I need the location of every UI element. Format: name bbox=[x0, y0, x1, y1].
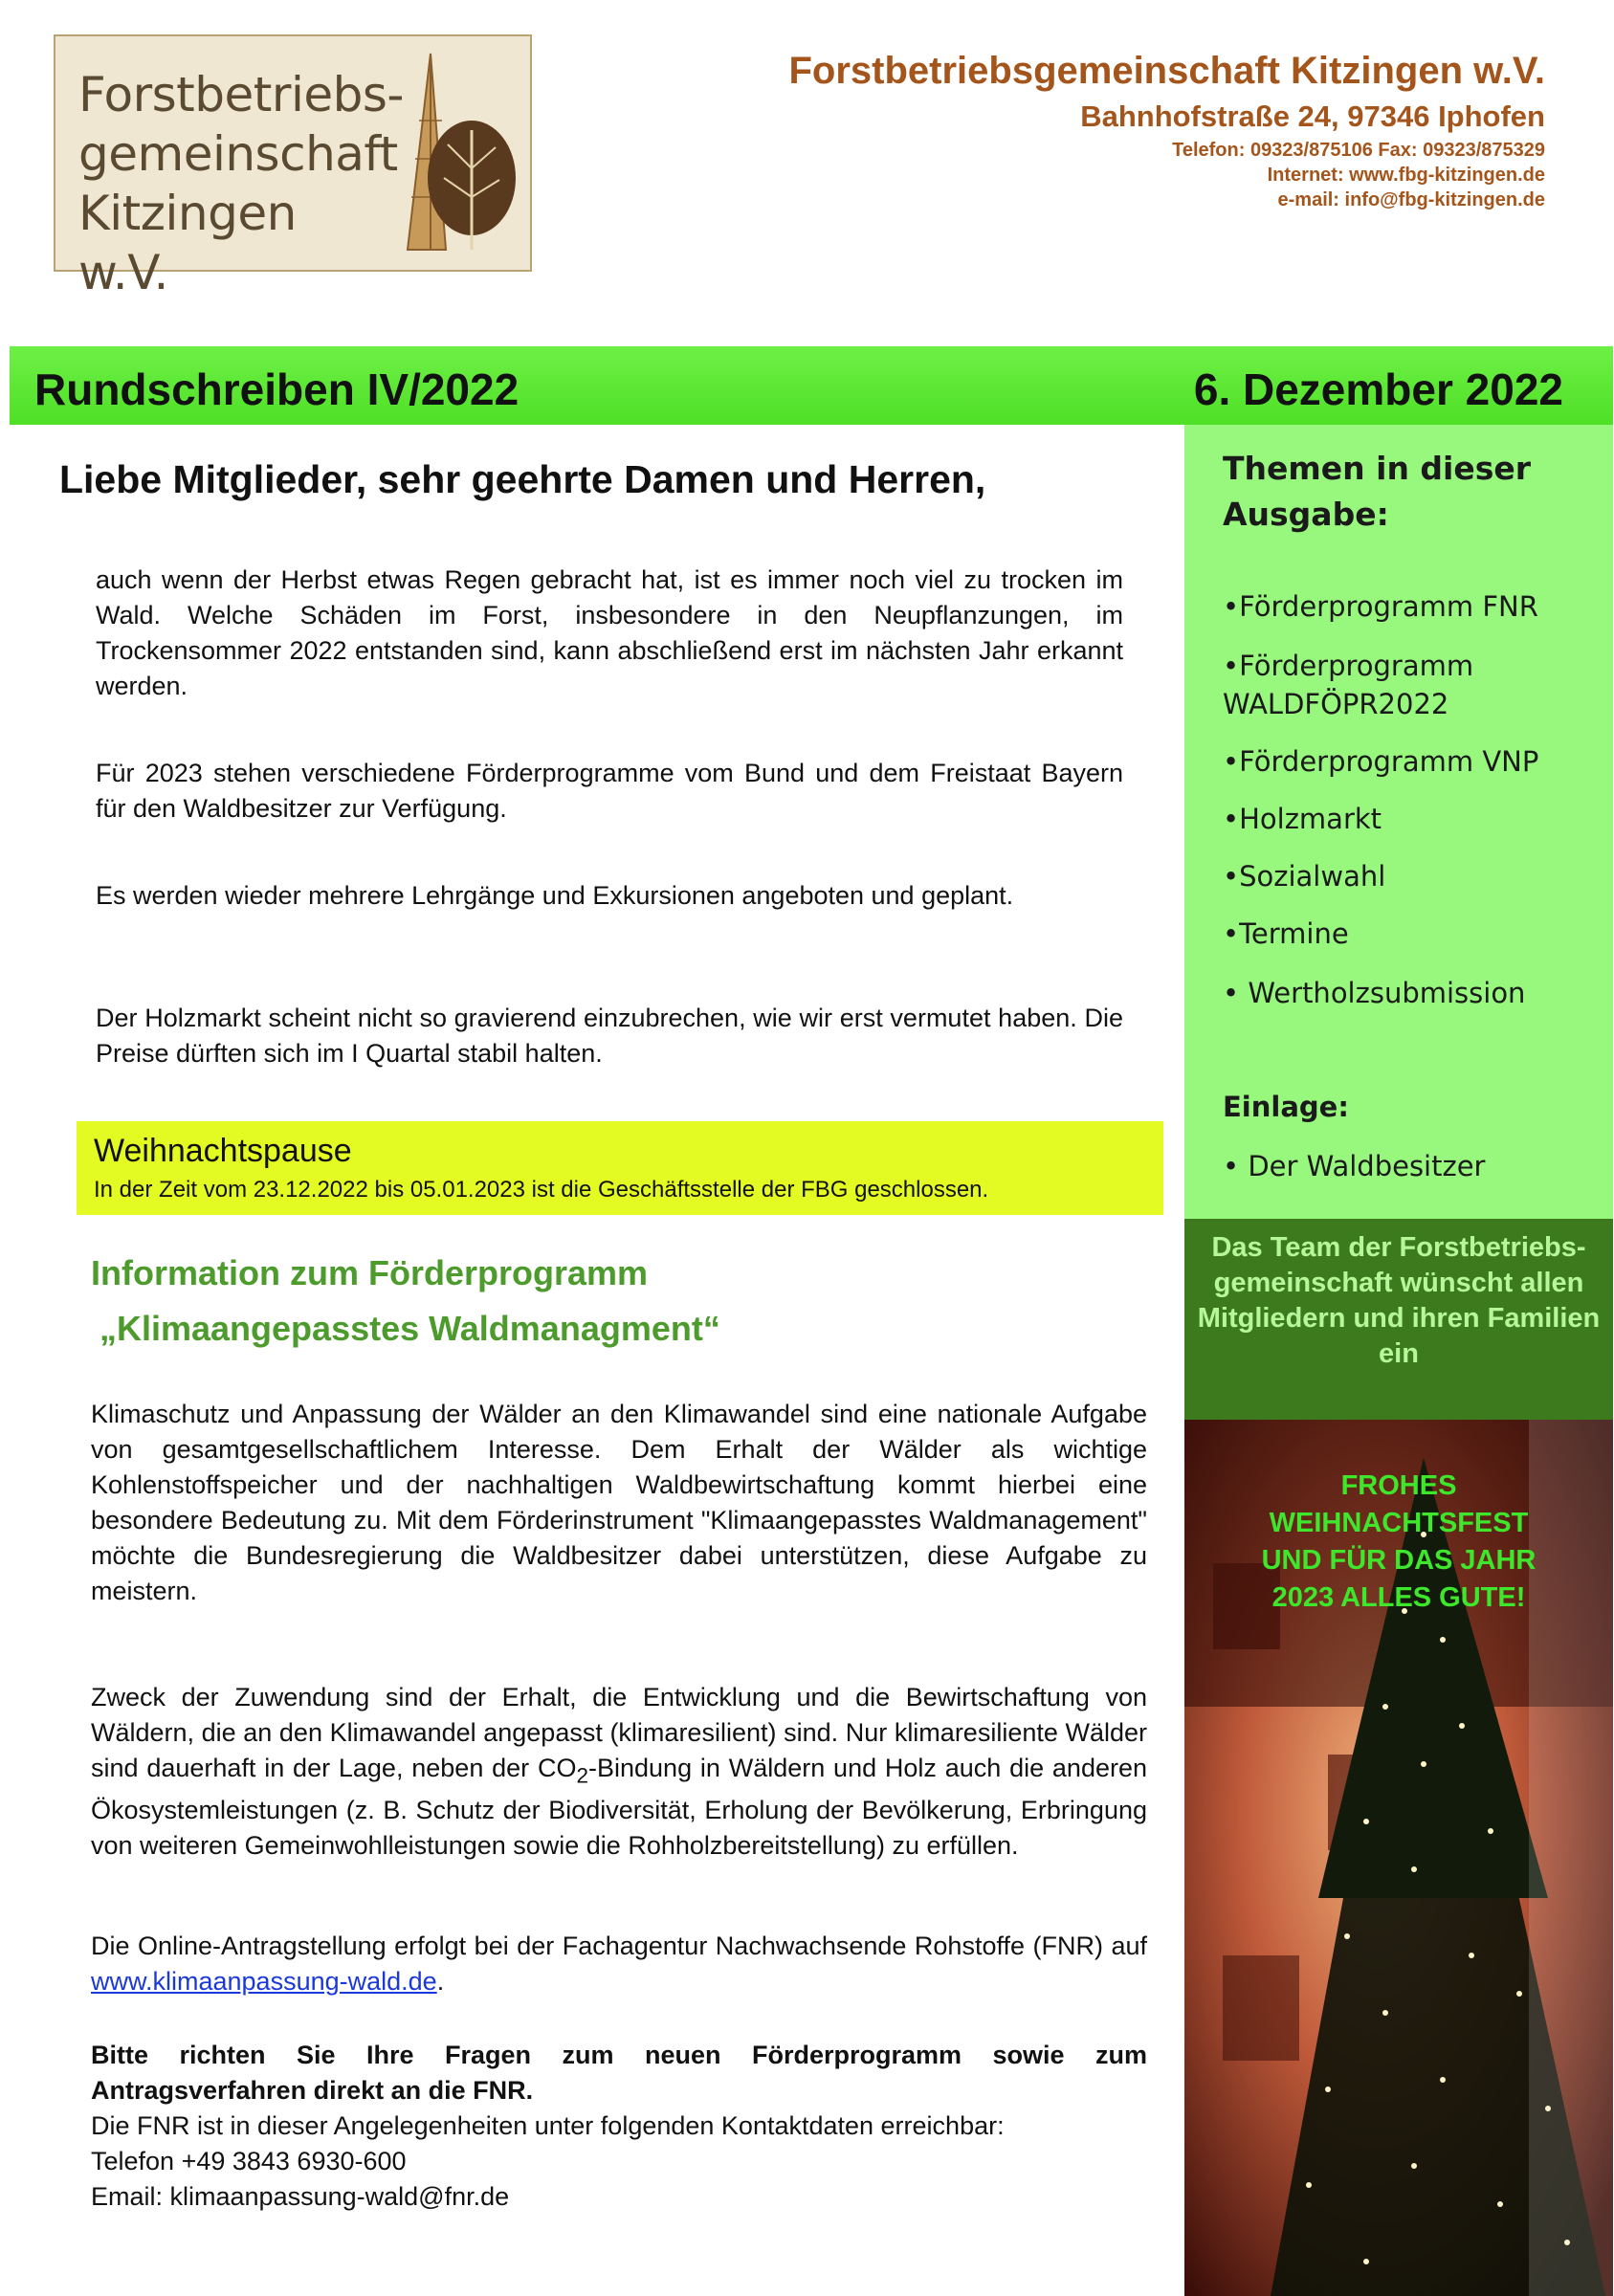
info-paragraph bbox=[91, 1929, 1147, 1999]
christmas-greeting bbox=[1194, 1468, 1603, 1617]
intro-paragraph: Der Holzmarkt scheint nicht so gravierend einzubrechen, wie wir erst vermutet haben. Die Preise dürften sich im I Quartal stabil halten. bbox=[96, 1004, 1123, 1068]
intro-paragraph: Es werden wieder mehrere Lehrgänge und Exkursionen angeboten und geplant. bbox=[96, 881, 1014, 910]
topic-item: •Termine bbox=[1223, 917, 1349, 950]
contact-intro: Die FNR ist in dieser Angelegenheiten unter folgenden Kontaktdaten erreichbar: bbox=[91, 2111, 1005, 2140]
topic-item: •Förderprogramm WALDFÖPR2022 bbox=[1223, 650, 1474, 720]
klimaanpassung-link[interactable]: www.klimaanpassung-wald.de bbox=[91, 1967, 437, 1996]
tree-logo-icon bbox=[381, 44, 524, 264]
issue-title: Rundschreiben IV/2022 bbox=[34, 364, 520, 414]
organization-name: Forstbetriebsgemeinschaft Kitzingen w.V. bbox=[788, 50, 1545, 92]
logo-line-1: Forstbetriebs- bbox=[78, 67, 404, 122]
title-bar bbox=[10, 346, 1613, 425]
organization-address: Bahnhofstraße 24, 97346 Iphofen bbox=[1080, 99, 1545, 133]
bold-instruction: Bitte richten Sie Ihre Fragen zum neuen Förderprogramm sowie zum Antragsverfahren direkt an die FNR. bbox=[91, 2041, 1147, 2105]
notice-text: In der Zeit vom 23.12.2022 bis 05.01.2023 ist die Geschäftsstelle der FBG geschlossen. bbox=[94, 1177, 989, 1203]
logo-line-3: Kitzingen w.V. bbox=[78, 186, 297, 300]
greeting-line: 2023 ALLES GUTE! bbox=[1271, 1582, 1526, 1613]
info-paragraph-text: Zweck der Zuwendung sind der Erhalt, die Entwicklung und die Bewirtschaftung von Wäldern, die an den Klimawandel angepasst (klimaresilient) sind. Nur klimaresiliente Wälder sind dauerhaft in der Lage, neben der CO bbox=[91, 1683, 1147, 1782]
salutation: Liebe Mitglieder, sehr geehrte Damen und Herren, bbox=[59, 457, 986, 501]
website: Internet: www.fbg-kitzingen.de bbox=[1267, 165, 1545, 186]
insert-heading: Einlage: bbox=[1223, 1091, 1349, 1123]
greeting-line: FROHES bbox=[1340, 1470, 1457, 1501]
topic-item: •Holzmarkt bbox=[1223, 803, 1382, 835]
organization-logo bbox=[54, 34, 532, 300]
phone-fax: Telefon: 09323/875106 Fax: 09323/875329 bbox=[1172, 140, 1545, 161]
co2-subscript: 2 bbox=[576, 1763, 588, 1788]
topic-item: •Förderprogramm FNR bbox=[1223, 590, 1538, 623]
info-paragraph-text: . bbox=[436, 1967, 445, 1996]
info-paragraph-text: Die Online-Antragstellung erfolgt bei der Fachagentur Nachwachsende Rohstoffe (FNR) auf bbox=[91, 1932, 1147, 1960]
insert-item: • Der Waldbesitzer bbox=[1223, 1150, 1486, 1182]
contact-phone: Telefon +49 3843 6930-600 bbox=[91, 2147, 407, 2175]
info-paragraph: Klimaschutz und Anpassung der Wälder an den Klimawandel sind eine nationale Aufgabe von gesamtgesellschaftlichem Interesse. Dem Erhalt der Wälder als wichtige Kohlenstoffspeicher und der nachhaltigen Waldbewirtschaftung kommt hierbei eine besondere Bedeutung zu. Mit dem Förderinstrument "Klimaangepasstes Waldmanagement" möchte die Bundesregierung die Waldbesitzer dabei unterstützen, diese Aufgabe zu meistern. bbox=[91, 1400, 1147, 1605]
topic-item: •Förderprogramm VNP bbox=[1223, 745, 1539, 778]
intro-paragraph: auch wenn der Herbst etwas Regen gebracht hat, ist es immer noch viel zu trocken im Wald. Welche Schäden im Forst, insbesondere in den Neupflanzungen, im Trockensommer 2022 entstanden sind, kann abschließend erst im nächsten Jahr erkannt werden. bbox=[96, 565, 1123, 700]
info-paragraph bbox=[91, 1680, 1147, 1864]
logo-text bbox=[78, 65, 404, 302]
holiday-notice-box bbox=[77, 1121, 1163, 1215]
topic-item: •Sozialwahl bbox=[1223, 860, 1386, 893]
email-address: e-mail: info@fbg-kitzingen.de bbox=[1277, 189, 1545, 210]
team-message: Das Team der Forstbetriebs-gemeinschaft wünscht allen Mitgliedern und ihren Familien ein bbox=[1197, 1232, 1601, 1369]
logo-line-2: gemeinschaft bbox=[78, 126, 398, 182]
greeting-line: UND FÜR DAS JAHR bbox=[1261, 1545, 1537, 1576]
info-heading: Information zum Förderprogramm bbox=[91, 1253, 649, 1292]
greeting-line: WEIHNACHTSFEST bbox=[1269, 1508, 1529, 1538]
topic-item: • Wertholzsubmission bbox=[1223, 977, 1526, 1009]
topics-heading: Themen in dieser Ausgabe: bbox=[1223, 450, 1532, 533]
info-subheading: „Klimaangepasstes Waldmanagment“ bbox=[99, 1309, 720, 1348]
contact-email: Email: klimaanpassung-wald@fnr.de bbox=[91, 2182, 510, 2211]
info-paragraph-text: -Bindung in Wäldern und Holz auch die anderen Ökosystemleistungen (z. B. Schutz der Biodiversität, Erholung der Bevölkerung, Erbringung von weiteren Gemeinwohlleistungen sowie die Rohholzbereitstellung) zu erfüllen. bbox=[91, 1754, 1148, 1861]
notice-title: Weihnachtspause bbox=[94, 1133, 352, 1169]
intro-paragraph: Für 2023 stehen verschiedene Förderprogramme vom Bund und dem Freistaat Bayern für den Waldbesitzer zur Verfügung. bbox=[96, 759, 1123, 823]
issue-date: 6. Dezember 2022 bbox=[1193, 364, 1563, 414]
